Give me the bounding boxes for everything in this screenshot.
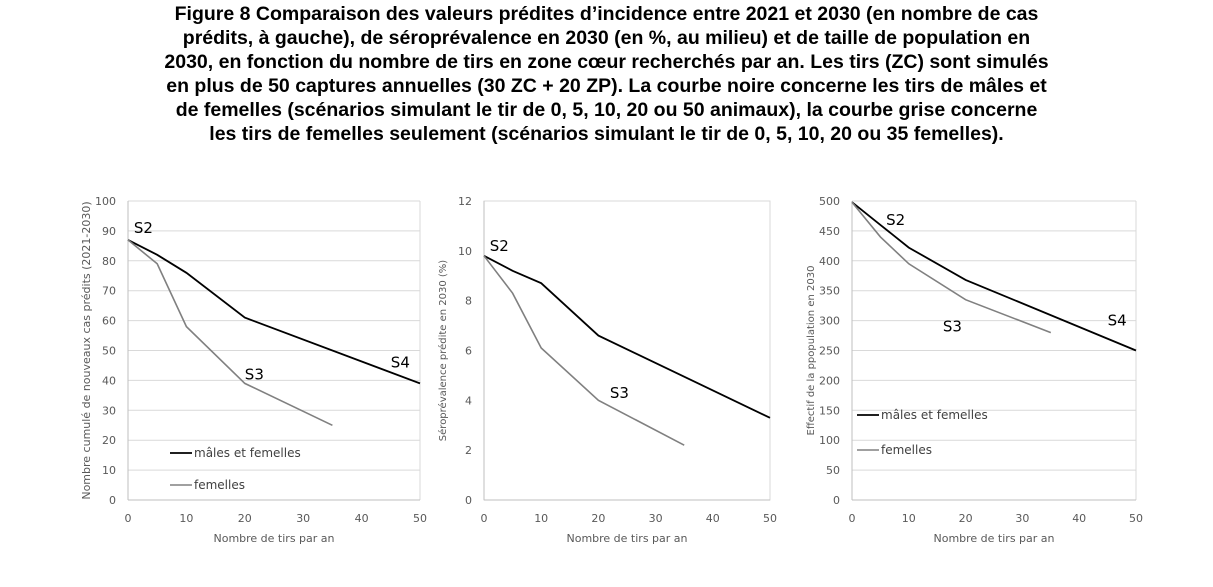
scenario-annotation: S4 <box>390 353 410 372</box>
x-tick-label: 30 <box>296 512 311 525</box>
x-tick-label: 20 <box>237 512 252 525</box>
scenario-annotation: S4 <box>1107 311 1127 330</box>
x-tick-label: 20 <box>591 512 606 525</box>
x-tick-label: 10 <box>179 512 194 525</box>
y-tick-label: 10 <box>102 464 116 478</box>
scenario-annotation: S3 <box>942 317 962 336</box>
y-tick-label: 90 <box>102 224 116 238</box>
seroprevalence-chart <box>430 188 790 553</box>
y-tick-label: 10 <box>458 244 472 258</box>
x-tick-label: 30 <box>1015 512 1030 525</box>
caption-line: en plus de 50 captures annuelles (30 ZC + 20 ZP). La courbe noire concerne les tirs de mâles et <box>166 75 1047 97</box>
plot-border <box>484 201 770 500</box>
y-tick-label: 250 <box>819 344 840 358</box>
series-line-males-and-females <box>128 240 420 384</box>
y-tick-label: 8 <box>465 294 472 308</box>
y-tick-label: 30 <box>102 404 116 418</box>
series-line-females <box>852 202 1051 332</box>
y-tick-label: 20 <box>102 434 116 448</box>
y-tick-label: 400 <box>819 254 840 268</box>
x-tick-label: 50 <box>413 512 427 525</box>
y-tick-label: 50 <box>826 464 840 478</box>
x-axis-label: Nombre de tirs par an <box>933 532 1055 545</box>
incidence-chart <box>70 188 440 553</box>
caption-line: les tirs de femelles seulement (scénarios simulant le tir de 0, 5, 10, 20 ou 35 femelles). <box>209 123 1004 145</box>
y-tick-label: 0 <box>465 494 472 507</box>
legend-entry: femelles <box>881 443 932 457</box>
y-tick-label: 500 <box>819 195 840 208</box>
x-tick-label: 50 <box>1129 512 1143 525</box>
figure-caption <box>20 2 1193 146</box>
y-tick-label: 70 <box>102 284 116 298</box>
y-tick-label: 450 <box>819 224 840 238</box>
scenario-annotation: S2 <box>133 218 153 237</box>
x-axis-label: Nombre de tirs par an <box>566 532 688 545</box>
x-tick-label: 40 <box>1072 512 1087 525</box>
legend-entry: mâles et femelles <box>881 408 988 422</box>
y-axis-label: Effectif de la ppopulation en 2030 <box>806 265 817 436</box>
y-tick-label: 80 <box>102 254 116 268</box>
y-tick-label: 150 <box>819 404 840 418</box>
caption-line: prédits, à gauche), de séroprévalence en 2030 (en %, au milieu) et de taille de population en <box>182 27 1031 49</box>
x-tick-label: 0 <box>848 512 856 525</box>
y-tick-label: 100 <box>95 195 116 208</box>
series-line-females <box>484 256 684 445</box>
y-tick-label: 200 <box>819 374 840 388</box>
legend-entry: mâles et femelles <box>194 446 301 460</box>
scenario-annotation: S3 <box>244 365 264 384</box>
x-tick-label: 0 <box>124 512 132 525</box>
scenario-annotation: S2 <box>489 236 509 255</box>
legend-entry: femelles <box>194 478 245 492</box>
y-tick-label: 50 <box>102 344 116 358</box>
x-tick-label: 40 <box>705 512 720 525</box>
y-tick-label: 100 <box>819 434 840 448</box>
x-tick-label: 10 <box>901 512 916 525</box>
scenario-annotation: S2 <box>886 211 906 230</box>
x-tick-label: 30 <box>648 512 663 525</box>
x-tick-label: 50 <box>763 512 777 525</box>
y-tick-label: 6 <box>465 344 472 358</box>
series-line-females <box>128 240 332 425</box>
scenario-annotation: S3 <box>609 383 629 402</box>
caption-line: de femelles (scénarios simulant le tir de 0, 5, 10, 20 ou 50 animaux), la courbe grise concerne <box>175 99 1038 121</box>
x-tick-label: 0 <box>480 512 488 525</box>
y-tick-label: 350 <box>819 284 840 298</box>
caption-line: Figure 8 Comparaison des valeurs prédites d’incidence entre 2021 et 2030 (en nombre de cas <box>174 3 1039 25</box>
y-tick-label: 300 <box>819 314 840 328</box>
y-axis-label: Nombre cumulé de nouveaux cas prédits (2021-2030) <box>80 201 93 500</box>
y-tick-label: 60 <box>102 314 116 328</box>
x-axis-label: Nombre de tirs par an <box>213 532 335 545</box>
population-chart <box>795 188 1160 553</box>
x-tick-label: 40 <box>354 512 369 525</box>
y-tick-label: 4 <box>465 394 472 408</box>
y-tick-label: 2 <box>465 444 472 458</box>
y-tick-label: 40 <box>102 374 116 388</box>
y-tick-label: 12 <box>458 195 472 208</box>
x-tick-label: 20 <box>958 512 973 525</box>
y-tick-label: 0 <box>109 494 116 507</box>
y-tick-label: 0 <box>833 494 840 507</box>
caption-line: 2030, en fonction du nombre de tirs en zone cœur recherchés par an. Les tirs (ZC) sont simulés <box>164 51 1049 73</box>
y-axis-label: Séroprévalence prédite en 2030 (%) <box>438 259 449 442</box>
x-tick-label: 10 <box>534 512 549 525</box>
